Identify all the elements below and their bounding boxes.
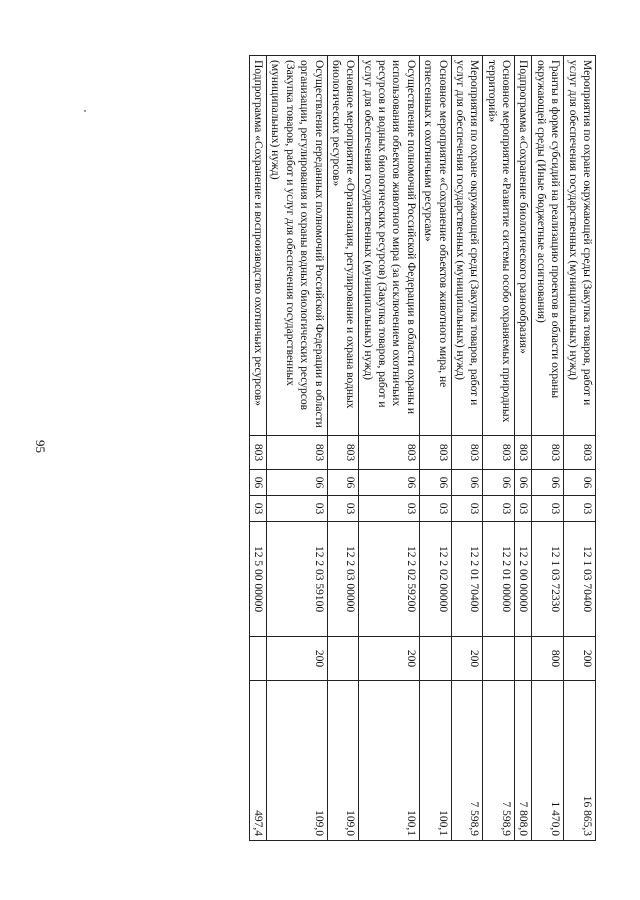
cell-rz: 06 — [532, 470, 564, 496]
cell-rz: 06 — [359, 470, 420, 496]
cell-name: Мероприятия по охране окружающей среды (Закупка товаров, работ и услуг для обеспечения государственных (муниципальных) нужд) — [451, 56, 483, 436]
cell-sum: 109,0 — [327, 681, 359, 841]
cell-sum: 100,1 — [359, 681, 420, 841]
cell-csr: 12 2 01 70400 — [451, 522, 483, 637]
cell-csr: 12 1 03 70400 — [564, 522, 596, 637]
table-row — [451, 56, 483, 841]
table-row — [419, 56, 451, 841]
cell-sum: 16 865,3 — [564, 681, 596, 841]
table-row — [249, 56, 266, 841]
cell-name: Основное мероприятие «Развитие системы особо охраняемых природных территорий» — [483, 56, 515, 436]
cell-rz: 06 — [327, 470, 359, 496]
cell-vr — [327, 637, 359, 681]
cell-grbs: 803 — [359, 436, 420, 470]
cell-csr: 12 2 02 59200 — [359, 522, 420, 637]
cell-csr: 12 2 01 00000 — [483, 522, 515, 637]
cell-csr: 12 5 00 00000 — [249, 522, 266, 637]
cell-vr: 200 — [564, 637, 596, 681]
cell-sum: 7 808,0 — [515, 681, 532, 841]
table-row — [564, 56, 596, 841]
cell-rz: 06 — [564, 470, 596, 496]
cell-grbs: 803 — [419, 436, 451, 470]
cell-rz: 06 — [451, 470, 483, 496]
cell-vr — [483, 637, 515, 681]
cell-pr: 03 — [532, 496, 564, 522]
table-row — [483, 56, 515, 841]
cell-sum: 1 470,0 — [532, 681, 564, 841]
rotated-table-container — [249, 55, 596, 841]
cell-grbs: 803 — [327, 436, 359, 470]
table-body — [249, 56, 595, 841]
table-row — [532, 56, 564, 841]
cell-name: Подпрограмма «Сохранение и воспроизводство охотничьих ресурсов» — [249, 56, 266, 436]
cell-csr: 12 2 02 00000 — [419, 522, 451, 637]
cell-grbs: 803 — [532, 436, 564, 470]
cell-name: Основное мероприятие «Сохранение объектов животного мира, не отнесенных к охотничьим ресурсам» — [419, 56, 451, 436]
cell-sum: 109,0 — [267, 681, 328, 841]
cell-pr: 03 — [327, 496, 359, 522]
cell-rz: 06 — [515, 470, 532, 496]
cell-rz: 06 — [483, 470, 515, 496]
cell-csr: 12 1 03 72330 — [532, 522, 564, 637]
cell-vr: 200 — [267, 637, 328, 681]
cell-csr: 12 2 03 59100 — [267, 522, 328, 637]
cell-rz: 06 — [249, 470, 266, 496]
cell-vr: 200 — [359, 637, 420, 681]
cell-sum: 100,1 — [419, 681, 451, 841]
cell-name: Осуществление переданных полномочий Российской Федерации в области организации, регулирования и охраны водных биологических ресурсов (Закупка товаров, работ и услуг для обеспечения государственных (муниципальных) нужд) — [267, 56, 328, 436]
cell-rz: 06 — [267, 470, 328, 496]
cell-pr: 03 — [267, 496, 328, 522]
cell-name: Осуществление полномочий Российской Федерации в области охраны и использования объектов животного мира (за исключением охотничьих ресурсов и водных биологических ресурсов) (Закупка товаров, работ и услуг для обеспечения государственных (муниципальных) нужд) — [359, 56, 420, 436]
page-number: 95 — [33, 440, 48, 453]
table-row — [267, 56, 328, 841]
scan-speck — [84, 110, 86, 112]
cell-grbs: 803 — [249, 436, 266, 470]
cell-name: Основное мероприятие «Организация, регулирование и охрана водных биологических ресурсов» — [327, 56, 359, 436]
cell-csr: 12 2 00 00000 — [515, 522, 532, 637]
cell-vr — [249, 637, 266, 681]
cell-name: Подпрограмма «Сохранение биологического разнообразия» — [515, 56, 532, 436]
cell-sum: 7 598,9 — [451, 681, 483, 841]
cell-grbs: 803 — [515, 436, 532, 470]
cell-pr: 03 — [483, 496, 515, 522]
table-row — [515, 56, 532, 841]
cell-sum: 7 598,9 — [483, 681, 515, 841]
cell-vr — [419, 637, 451, 681]
cell-pr: 03 — [451, 496, 483, 522]
cell-rz: 06 — [419, 470, 451, 496]
cell-pr: 03 — [419, 496, 451, 522]
cell-vr: 800 — [532, 637, 564, 681]
table-row — [327, 56, 359, 841]
cell-grbs: 803 — [483, 436, 515, 470]
cell-grbs: 803 — [564, 436, 596, 470]
cell-pr: 03 — [359, 496, 420, 522]
budget-table — [249, 55, 596, 841]
cell-grbs: 803 — [451, 436, 483, 470]
cell-grbs: 803 — [267, 436, 328, 470]
cell-name: Мероприятия по охране окружающей среды (Закупка товаров, работ и услуг для обеспечения государственных (муниципальных) нужд) — [564, 56, 596, 436]
cell-vr: 200 — [451, 637, 483, 681]
cell-vr — [515, 637, 532, 681]
cell-name: Гранты в форме субсидий на реализацию проектов в области охраны окружающей среды (Иные бюджетные ассигнования) — [532, 56, 564, 436]
cell-pr: 03 — [515, 496, 532, 522]
cell-csr: 12 2 03 00000 — [327, 522, 359, 637]
cell-pr: 03 — [564, 496, 596, 522]
cell-pr: 03 — [249, 496, 266, 522]
cell-sum: 497,4 — [249, 681, 266, 841]
table-row — [359, 56, 420, 841]
